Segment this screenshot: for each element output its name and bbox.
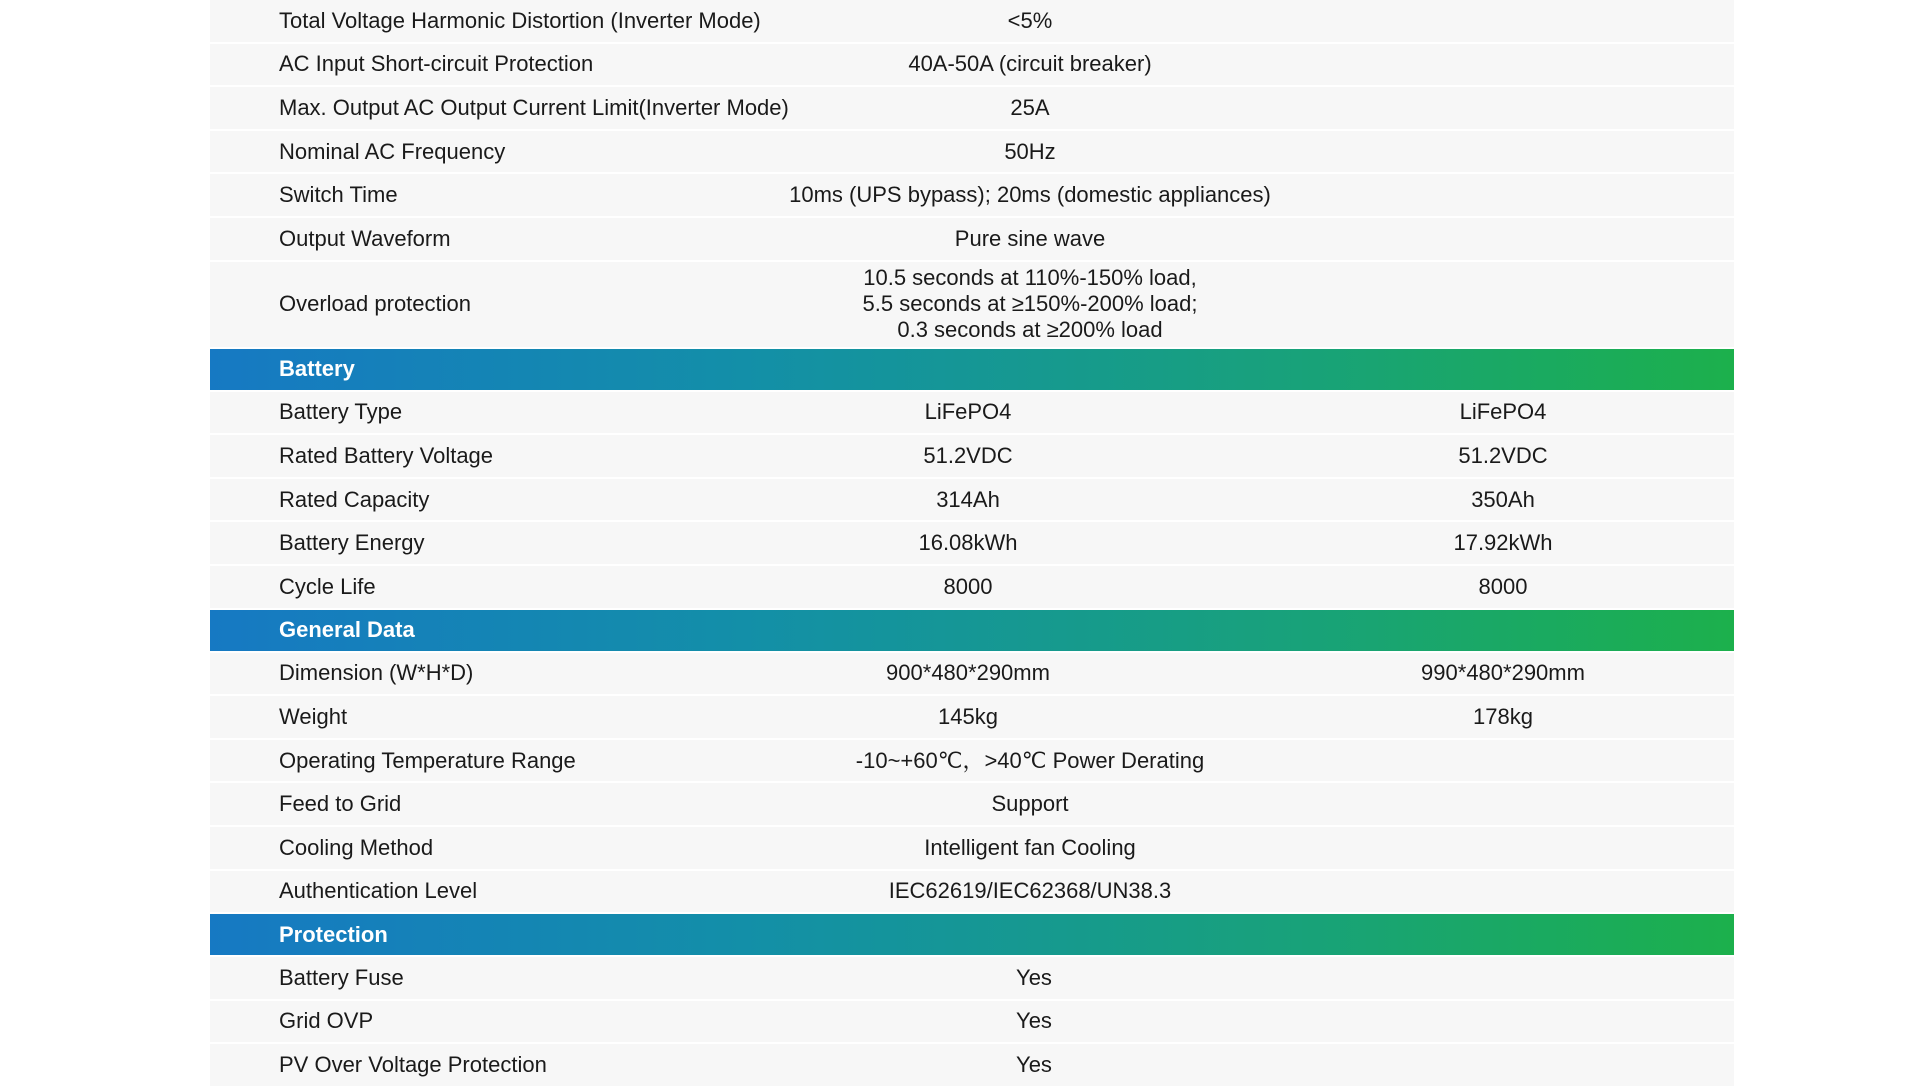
row-value-model-2: 350Ah	[1471, 486, 1535, 512]
table-row	[210, 871, 1734, 915]
table-row	[210, 174, 1734, 218]
table-row	[210, 740, 1734, 784]
row-value-model-2: 51.2VDC	[1458, 442, 1548, 468]
row-value: 10ms (UPS bypass); 20ms (domestic appliances)	[789, 182, 1271, 208]
table-row	[210, 479, 1734, 523]
row-label: Cycle Life	[279, 573, 376, 599]
table-row	[210, 44, 1734, 88]
section-title: Battery	[279, 356, 355, 382]
table-row	[210, 827, 1734, 871]
section-header-protection	[210, 914, 1734, 957]
row-value: -10~+60℃，>40℃ Power Derating	[855, 747, 1205, 773]
row-value: Intelligent fan Cooling	[924, 834, 1136, 860]
row-value: Yes	[1016, 1052, 1052, 1078]
table-row	[210, 653, 1734, 697]
row-label: Nominal AC Frequency	[279, 138, 506, 164]
row-value-model-1: 145kg	[938, 703, 998, 729]
row-value: IEC62619/IEC62368/UN38.3	[888, 878, 1172, 904]
row-label: Rated Battery Voltage	[279, 442, 494, 468]
row-value: Pure sine wave	[954, 225, 1106, 251]
table-row	[210, 0, 1734, 44]
value-line: 0.3 seconds at ≥200% load	[897, 317, 1163, 343]
row-value: <5%	[1007, 7, 1053, 33]
section-title: Protection	[279, 921, 388, 947]
row-label: Battery Type	[279, 399, 403, 425]
row-value-model-2: 17.92kWh	[1453, 530, 1553, 556]
spec-table	[210, 0, 1734, 1088]
row-value: Yes	[1016, 964, 1052, 990]
row-label: Output Waveform	[279, 225, 451, 251]
row-label: Battery Energy	[279, 530, 425, 556]
row-label: Dimension (W*H*D)	[279, 660, 474, 686]
row-value-model-2: 990*480*290mm	[1421, 660, 1585, 686]
row-label: Grid OVP	[279, 1008, 374, 1034]
table-row	[210, 1044, 1734, 1088]
row-label: Operating Temperature Range	[279, 747, 576, 773]
row-value: Yes	[1016, 1008, 1052, 1034]
row-label: Rated Capacity	[279, 486, 430, 512]
row-value-model-1: 16.08kWh	[918, 530, 1018, 556]
row-value	[830, 262, 1230, 347]
row-label: Authentication Level	[279, 878, 478, 904]
row-label: Cooling Method	[279, 834, 434, 860]
table-row	[210, 87, 1734, 131]
section-header-battery	[210, 349, 1734, 392]
row-label: Battery Fuse	[279, 964, 404, 990]
table-row-overload	[210, 262, 1734, 349]
section-title: General Data	[279, 617, 415, 643]
table-row	[210, 218, 1734, 262]
row-value-model-1: 900*480*290mm	[886, 660, 1050, 686]
row-value-model-1: 51.2VDC	[923, 442, 1013, 468]
row-label: Switch Time	[279, 182, 398, 208]
row-value: 25A	[1010, 94, 1050, 120]
row-value: 40A-50A (circuit breaker)	[908, 51, 1152, 77]
section-header-general-data	[210, 610, 1734, 653]
row-value-model-1: LiFePO4	[924, 399, 1012, 425]
table-row	[210, 392, 1734, 436]
table-row	[210, 435, 1734, 479]
table-row	[210, 131, 1734, 175]
table-row	[210, 566, 1734, 610]
row-label: Total Voltage Harmonic Distortion (Inverter Mode)	[279, 7, 761, 33]
row-value-model-1: 314Ah	[936, 486, 1000, 512]
row-value: Support	[991, 791, 1069, 817]
table-row	[210, 957, 1734, 1001]
row-label: Feed to Grid	[279, 791, 402, 817]
row-value-model-2: 178kg	[1473, 703, 1533, 729]
table-row	[210, 1001, 1734, 1045]
row-label: AC Input Short-circuit Protection	[279, 51, 594, 77]
row-value-model-2: LiFePO4	[1459, 399, 1547, 425]
row-label: PV Over Voltage Protection	[279, 1052, 547, 1078]
row-label: Overload protection	[279, 291, 471, 317]
table-row	[210, 696, 1734, 740]
row-label: Weight	[279, 703, 348, 729]
value-line: 5.5 seconds at ≥150%-200% load;	[862, 291, 1198, 317]
row-value-model-1: 8000	[943, 573, 993, 599]
value-line: 10.5 seconds at 110%-150% load,	[863, 265, 1197, 291]
table-row	[210, 783, 1734, 827]
table-row	[210, 522, 1734, 566]
row-value-model-2: 8000	[1478, 573, 1528, 599]
row-value: 50Hz	[1004, 138, 1056, 164]
row-label: Max. Output AC Output Current Limit(Inverter Mode)	[279, 94, 789, 120]
